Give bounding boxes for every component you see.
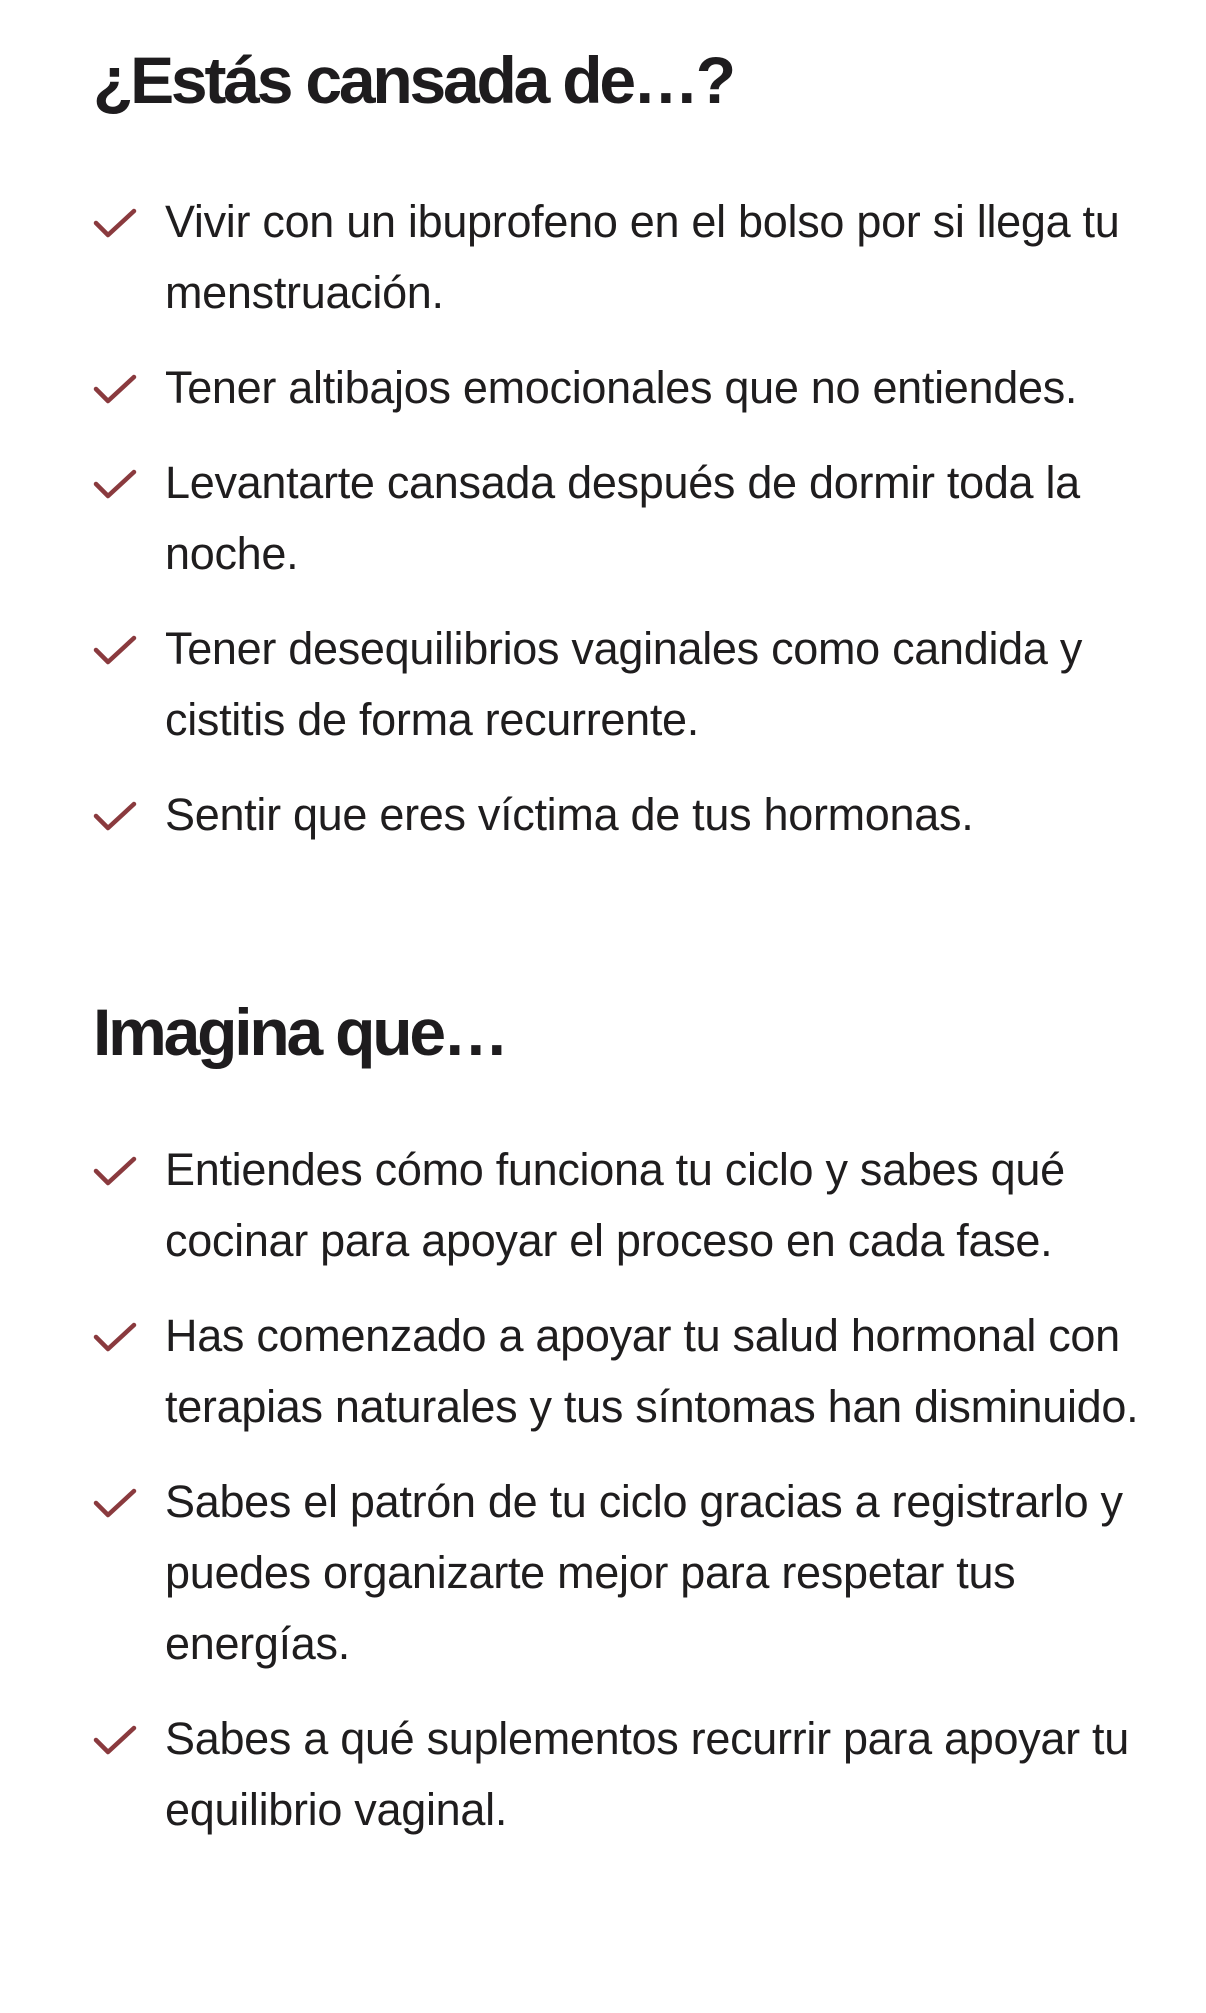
list-item — [93, 1300, 1168, 1442]
list-item-text: Levantarte cansada después de dormir toda la noche. — [165, 457, 1080, 579]
list-item — [93, 1134, 1168, 1276]
section-heading: ¿Estás cansada de…? — [93, 43, 733, 117]
list-item-text: Tener desequilibrios vaginales como candida y cistitis de forma recurrente. — [165, 623, 1083, 745]
checklist — [93, 186, 1168, 850]
list-item — [93, 779, 1168, 850]
list-item-text: Sabes a qué suplementos recurrir para apoyar tu equilibrio vaginal. — [165, 1713, 1129, 1835]
list-item — [93, 447, 1168, 589]
list-item-text: Tener altibajos emocionales que no entiendes. — [165, 362, 1078, 413]
check-icon — [93, 1322, 137, 1354]
list-item-text: Sentir que eres víctima de tus hormonas. — [165, 789, 974, 840]
check-icon — [93, 374, 137, 406]
section-heading: Imagina que… — [93, 995, 506, 1069]
list-item — [93, 1703, 1168, 1845]
check-icon — [93, 801, 137, 833]
imagine-section — [93, 992, 1168, 1869]
list-item-text: Entiendes cómo funciona tu ciclo y sabes qué cocinar para apoyar el proceso en cada fase. — [165, 1144, 1065, 1266]
tired-of-section — [93, 40, 1168, 874]
check-icon — [93, 208, 137, 240]
check-icon — [93, 635, 137, 667]
list-item-text: Vivir con un ibuprofeno en el bolso por si llega tu menstruación. — [165, 196, 1120, 318]
list-item — [93, 186, 1168, 328]
list-item-text: Sabes el patrón de tu ciclo gracias a registrarlo y puedes organizarte mejor para respetar tus energías. — [165, 1476, 1123, 1669]
check-icon — [93, 1488, 137, 1520]
check-icon — [93, 1725, 137, 1757]
list-item — [93, 613, 1168, 755]
list-item — [93, 352, 1168, 423]
list-item-text: Has comenzado a apoyar tu salud hormonal con terapias naturales y tus síntomas han disminuido. — [165, 1310, 1139, 1432]
checklist — [93, 1134, 1168, 1845]
list-item — [93, 1466, 1168, 1679]
check-icon — [93, 1156, 137, 1188]
check-icon — [93, 469, 137, 501]
